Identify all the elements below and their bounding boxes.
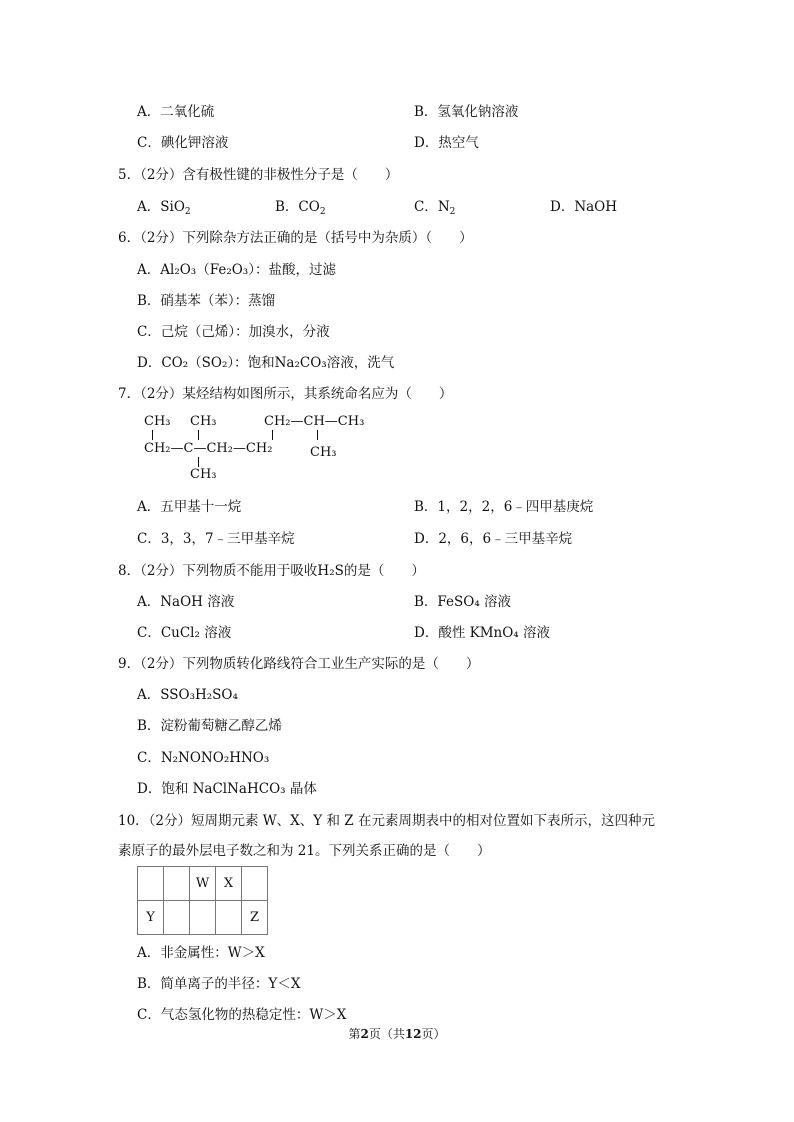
table-cell: X <box>216 867 242 901</box>
q10-stem-line-2: 素原子的最外层电子数之和为 21。下列关系正确的是（ ） <box>118 843 491 859</box>
q8-option-d: D．酸性 KMnO₄ 溶液 <box>414 625 550 641</box>
table-cell <box>164 901 190 935</box>
page-total: 12 <box>404 1027 422 1041</box>
q5-option-a: A．SiO$_2$ <box>137 199 191 217</box>
q6-option-b: B．硝基苯（苯）：蒸馏 <box>137 293 276 309</box>
q8-option-a: A．NaOH 溶液 <box>137 594 235 610</box>
table-row <box>138 901 268 935</box>
q7-option-d: D．2，6，6﹣三甲基辛烷 <box>414 531 573 547</box>
struct-bond-3 <box>272 430 273 440</box>
struct-bond-4 <box>317 430 318 440</box>
q7-option-c: C．3，3，7﹣三甲基辛烷 <box>137 531 295 547</box>
struct-bond-2 <box>198 430 199 440</box>
q10-option-b: B．简单离子的半径：Y＜X <box>137 976 301 992</box>
table-cell: Y <box>138 901 164 935</box>
periodic-table-fragment <box>137 866 268 935</box>
struct-ch3-1: CH₃ <box>144 414 171 429</box>
q5-option-c: C．$N_2$ <box>414 199 456 217</box>
table-cell <box>190 901 216 935</box>
q9-stem: 9．（2分）下列物质转化路线符合工业生产实际的是（ ） <box>118 656 480 672</box>
table-cell <box>164 867 190 901</box>
q4-option-a: A．二氧化硫 <box>137 104 215 120</box>
q4-option-c: C．碘化钾溶液 <box>137 135 229 151</box>
struct-ch3-right: CH₃ <box>310 445 337 460</box>
table-cell <box>216 901 242 935</box>
q6-option-c: C．己烷（己烯）：加溴水，分液 <box>137 324 330 340</box>
page-number: 2 <box>360 1027 369 1041</box>
table-cell: W <box>190 867 216 901</box>
table-cell <box>138 867 164 901</box>
q9-option-c: C．N₂NONO₂HNO₃ <box>137 750 270 766</box>
q7-option-a: A．五甲基十一烷 <box>137 499 242 515</box>
struct-bond-5 <box>198 457 199 467</box>
q6-option-a: A．Al₂O₃（Fe₂O₃）：盐酸，过滤 <box>137 262 336 278</box>
struct-ch2-top: CH₂—CH—CH₃ <box>264 414 365 429</box>
table-cell <box>242 867 268 901</box>
table-row <box>138 867 268 901</box>
struct-main-chain: CH₂—C—CH₂—CH₂ <box>144 441 273 456</box>
q6-stem: 6．（2分）下列除杂方法正确的是（括号中为杂质）（ ） <box>118 230 473 246</box>
page-footer: 第2页（共12页） <box>348 1027 446 1041</box>
q5-option-d: D．NaOH <box>550 199 618 215</box>
q8-option-c: C．CuCl₂ 溶液 <box>137 625 232 641</box>
struct-bond-1 <box>152 430 153 440</box>
q10-option-c: C．气态氢化物的热稳定性：W＞X <box>137 1007 347 1023</box>
q5-option-b: B．$CO_2$ <box>275 199 326 217</box>
q9-option-a: A．SSO₃H₂SO₄ <box>137 687 238 703</box>
q4-option-d: D．热空气 <box>414 135 479 151</box>
q9-option-b: B．淀粉葡萄糖乙醇乙烯 <box>137 718 282 734</box>
q7-stem: 7．（2分）某烃结构如图所示，其系统命名应为（ ） <box>118 386 453 402</box>
q7-option-b: B．1，2，2，6﹣四甲基庚烷 <box>414 499 594 515</box>
q4-option-b: B．氢氧化钠溶液 <box>414 104 519 120</box>
q10-stem-line-1: 10．（2分）短周期元素 W、X、Y 和 Z 在元素周期表中的相对位置如下表所示，这四种元 <box>118 813 655 829</box>
struct-ch3-bottom: CH₃ <box>190 467 217 482</box>
struct-ch3-2: CH₃ <box>190 414 217 429</box>
table-cell: Z <box>242 901 268 935</box>
q8-option-b: B．FeSO₄ 溶液 <box>414 594 512 610</box>
q10-option-a: A．非金属性：W＞X <box>137 945 265 961</box>
q5-stem: 5．（2分）含有极性键的非极性分子是（ ） <box>118 167 399 183</box>
q6-option-d: D．CO₂（SO₂）：饱和Na₂CO₃溶液，洗气 <box>137 355 395 371</box>
q9-option-d: D．饱和 NaClNaHCO₃ 晶体 <box>137 781 317 797</box>
q8-stem: 8．（2分）下列物质不能用于吸收H₂S的是（ ） <box>118 563 425 579</box>
